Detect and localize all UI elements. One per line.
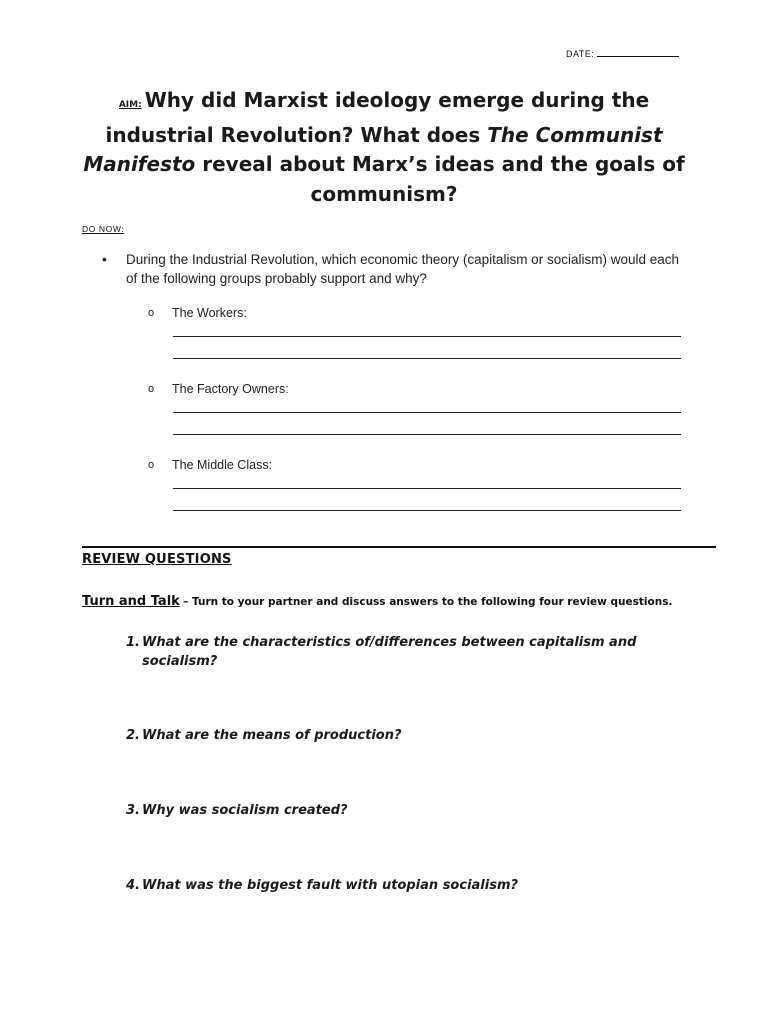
aim-title-part-1: Why did Marxist ideology emerge during the industrial Revolution? What does — [105, 88, 650, 147]
sub-bullet-icon: o — [148, 307, 155, 319]
aim-title-italic-manifesto: The Communist Manifesto — [83, 122, 663, 176]
group-label-middle-class: The Middle Class: — [172, 458, 273, 472]
sub-bullet-icon: o — [148, 383, 155, 395]
question-text: What are the means of production? — [142, 728, 402, 743]
review-question-4 — [126, 876, 646, 895]
answer-line-factory-owners-2[interactable] — [173, 434, 681, 435]
review-question-3 — [126, 801, 646, 820]
question-text: What are the characteristics of/differences between capitalism and socialism? — [142, 635, 637, 669]
question-number: 4. — [126, 878, 140, 893]
question-number: 2. — [126, 728, 140, 743]
answer-line-workers-2[interactable] — [173, 358, 681, 359]
turn-and-talk-label: Turn and Talk — [82, 594, 180, 609]
date-field — [566, 47, 679, 59]
do-now-label: DO NOW: — [82, 224, 125, 234]
aim-label: AIM: — [118, 100, 142, 110]
answer-line-workers-1[interactable] — [173, 336, 681, 337]
question-number: 3. — [126, 803, 140, 818]
aim-title-part-2: reveal about Marx’s ideas and the goals of communism? — [195, 152, 685, 206]
review-question-2 — [126, 726, 646, 745]
answer-line-middle-class-2[interactable] — [173, 510, 681, 511]
answer-line-middle-class-1[interactable] — [173, 488, 681, 489]
turn-and-talk-text: Turn to your partner and discuss answers to the following four review questions. — [188, 596, 673, 608]
turn-and-talk-instruction — [82, 590, 672, 609]
question-number: 1. — [126, 635, 140, 650]
answer-line-factory-owners-1[interactable] — [173, 412, 681, 413]
question-text: Why was socialism created? — [142, 803, 348, 818]
section-divider — [82, 546, 716, 548]
review-questions-heading: REVIEW QUESTIONS — [82, 552, 232, 567]
date-label: DATE: — [566, 49, 595, 59]
aim-title — [80, 86, 688, 209]
do-now-bullet — [102, 250, 682, 288]
do-now-question: During the Industrial Revolution, which economic theory (capitalism or socialism) would each of the following groups probably support and why? — [126, 252, 679, 286]
date-blank-line[interactable] — [597, 47, 679, 57]
group-label-workers: The Workers: — [172, 306, 247, 320]
review-question-1 — [126, 633, 646, 671]
group-label-factory-owners: The Factory Owners: — [172, 382, 289, 396]
sub-bullet-icon: o — [148, 459, 155, 471]
question-text: What was the biggest fault with utopian socialism? — [142, 878, 519, 893]
turn-and-talk-dash: – — [182, 595, 189, 608]
bullet-icon: • — [102, 251, 107, 267]
